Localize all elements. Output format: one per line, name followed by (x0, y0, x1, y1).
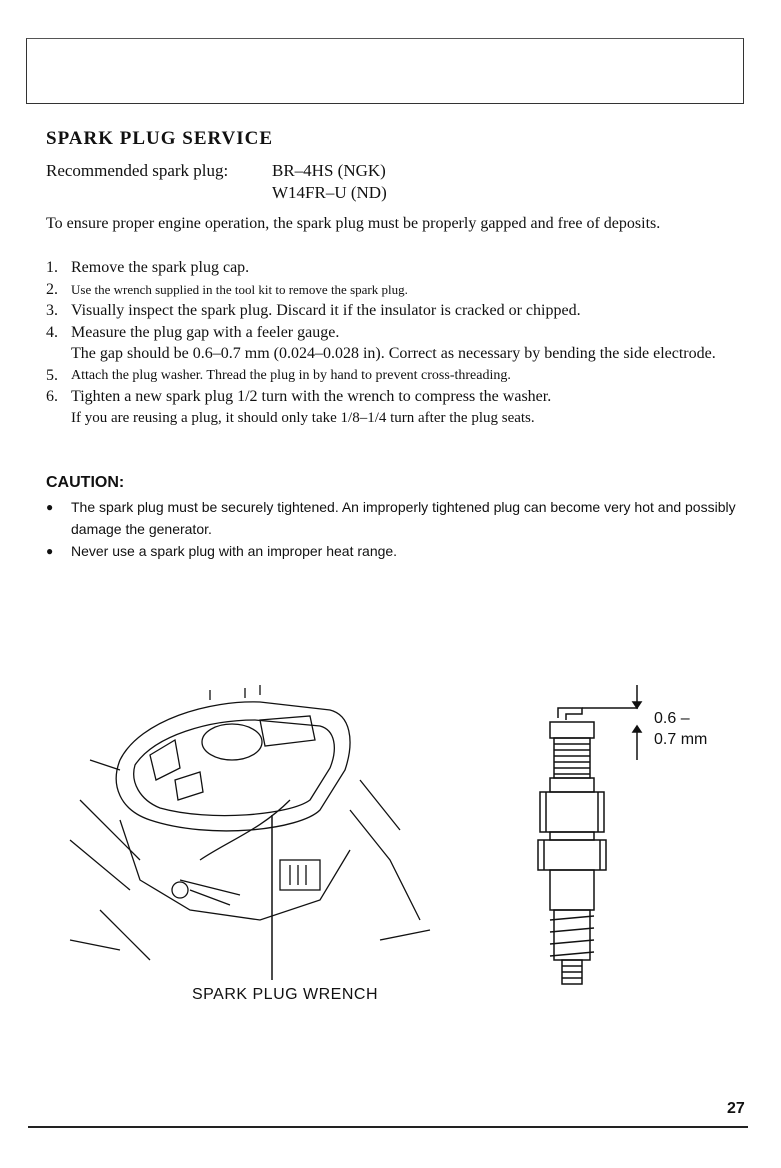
intro-paragraph: To ensure proper engine operation, the spark plug must be properly gapped and free of deposits. (46, 215, 661, 232)
footer-rule (28, 1126, 748, 1128)
step-number: 6. (46, 388, 58, 405)
step-continuation: The gap should be 0.6–0.7 mm (0.024–0.028 in). Correct as necessary by bending the side electrode. (71, 345, 716, 362)
step-number: 1. (46, 259, 58, 276)
step-text: Remove the spark plug cap. (71, 259, 250, 276)
spark-plug-illustration (520, 680, 750, 1000)
recommended-plug-label: Recommended spark plug: (46, 161, 229, 180)
step-number: 5. (46, 366, 58, 384)
step-number: 4. (46, 323, 58, 341)
step-text: Attach the plug washer. Thread the plug in by hand to prevent cross-threading. (71, 367, 511, 383)
step-item (46, 300, 746, 322)
plug-ngk: BR–4HS (NGK) (272, 161, 386, 180)
caution-text: The spark plug must be securely tightened. An improperly tightened plug can become very hot and possibly damage the generator. (71, 499, 736, 537)
caution-text: Never use a spark plug with an improper heat range. (71, 543, 398, 559)
caution-list (46, 496, 746, 562)
steps-list (46, 257, 746, 429)
gap-label (654, 708, 707, 750)
step-continuation: If you are reusing a plug, it should only take 1/8–1/4 turn after the plug seats. (71, 409, 535, 426)
section-title: SPARK PLUG SERVICE (46, 128, 274, 149)
step-item (46, 365, 746, 387)
step-number: 2. (46, 280, 58, 298)
bullet-icon: ● (46, 544, 54, 558)
step-item (46, 322, 746, 344)
gap-line-2: 0.7 mm (654, 731, 708, 748)
step-text: Visually inspect the spark plug. Discard it if the insulator is cracked or chipped. (71, 302, 581, 319)
step-text: Measure the plug gap with a feeler gauge. (71, 323, 340, 341)
page-number: 27 (727, 1100, 745, 1117)
step-number: 3. (46, 302, 58, 319)
caution-item (46, 496, 746, 540)
step-item (46, 257, 746, 279)
step-item (46, 386, 746, 408)
caution-item (46, 540, 746, 562)
engine-illustration (60, 680, 440, 980)
bullet-icon: ● (46, 500, 54, 514)
header-box (26, 38, 744, 104)
wrench-caption: SPARK PLUG WRENCH (192, 986, 379, 1003)
step-text: Use the wrench supplied in the tool kit to remove the spark plug. (71, 281, 408, 297)
plug-nd: W14FR–U (ND) (272, 183, 387, 202)
caution-title: CAUTION: (46, 474, 125, 491)
gap-line-1: 0.6 – (654, 710, 690, 727)
step-text: Tighten a new spark plug 1/2 turn with the wrench to compress the washer. (71, 388, 552, 405)
step-item (46, 279, 746, 301)
